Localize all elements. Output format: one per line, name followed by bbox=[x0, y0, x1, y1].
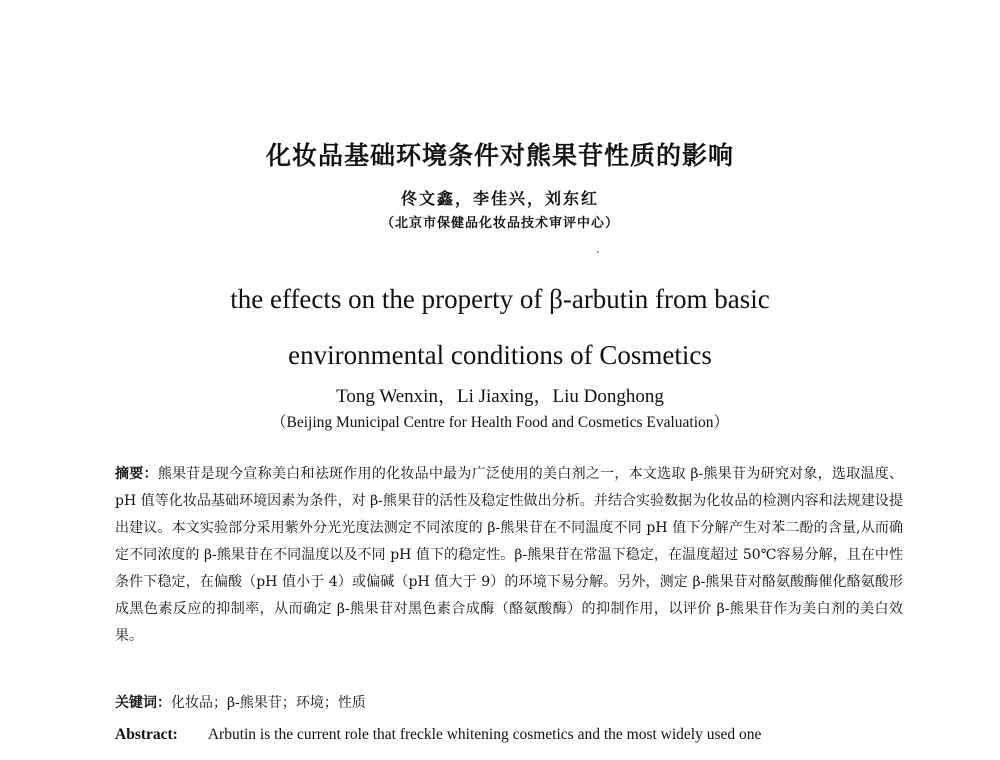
keywords-label: 关键词： bbox=[115, 695, 171, 711]
abstract-english bbox=[115, 721, 903, 749]
paper-title-english-line-2: environmental conditions of Cosmetics bbox=[288, 340, 712, 370]
abstract-chinese-text: 熊果苷是现今宣称美白和祛斑作用的化妆品中最为广泛使用的美白剂之一，本文选取 β-熊果苷为研究对象，选取温度、pH 值等化妆品基础环境因素为条件，对 β-熊果苷的活性及稳定性做出分析。并结合实验数据为化妆品的检测内容和法规建设提出建议。本文实验部分采用紫外分光光度法测定不同浓度的 β-熊果苷在不同温度不同 pH 值下分解产生对苯二酚的含量,从而确定不同浓度的 β-熊果苷在不同温度以及不同 pH 值下的稳定性。β-熊果苷在常温下稳定，在温度超过 50℃容易分解，且在中性条件下稳定，在偏酸（pH 值小于 4）或偏碱（pH 值大于 9）的环境下易分解。另外，测定 β-熊果苷对酪氨酸酶催化酪氨酸形成黑色素反应的抑制率，从而确定 β-熊果苷对黑色素合成酶（酪氨酸酶）的抑制作用，以评价 β-熊果苷作为美白剂的美白效果。 bbox=[115, 466, 903, 644]
authors-english: Tong Wenxin，Li Jiaxing，Liu Donghong bbox=[336, 386, 664, 407]
stray-dot bbox=[597, 251, 599, 253]
abstract-english-text: Arbutin is the current role that freckle whitening cosmetics and the most widely used one bbox=[207, 726, 762, 743]
paper-title-english-line-1: the effects on the property of β-arbutin from basic bbox=[230, 284, 770, 314]
keywords-text: 化妆品；β-熊果苷；环境；性质 bbox=[171, 695, 366, 711]
abstract-chinese bbox=[115, 461, 903, 650]
paper-title-chinese: 化妆品基础环境条件对熊果苷性质的影响 bbox=[265, 141, 734, 170]
affiliation-chinese: （北京市保健品化妆品技术审评中心） bbox=[380, 216, 619, 231]
abstract-english-label: Abstract: bbox=[115, 726, 178, 743]
abstract-chinese-label: 摘要： bbox=[115, 466, 158, 482]
keywords-chinese bbox=[115, 692, 366, 712]
authors-chinese: 佟文鑫，李佳兴，刘东红 bbox=[400, 189, 599, 208]
affiliation-english: （Beijing Municipal Centre for Health Food and Cosmetics Evaluation） bbox=[270, 414, 730, 431]
